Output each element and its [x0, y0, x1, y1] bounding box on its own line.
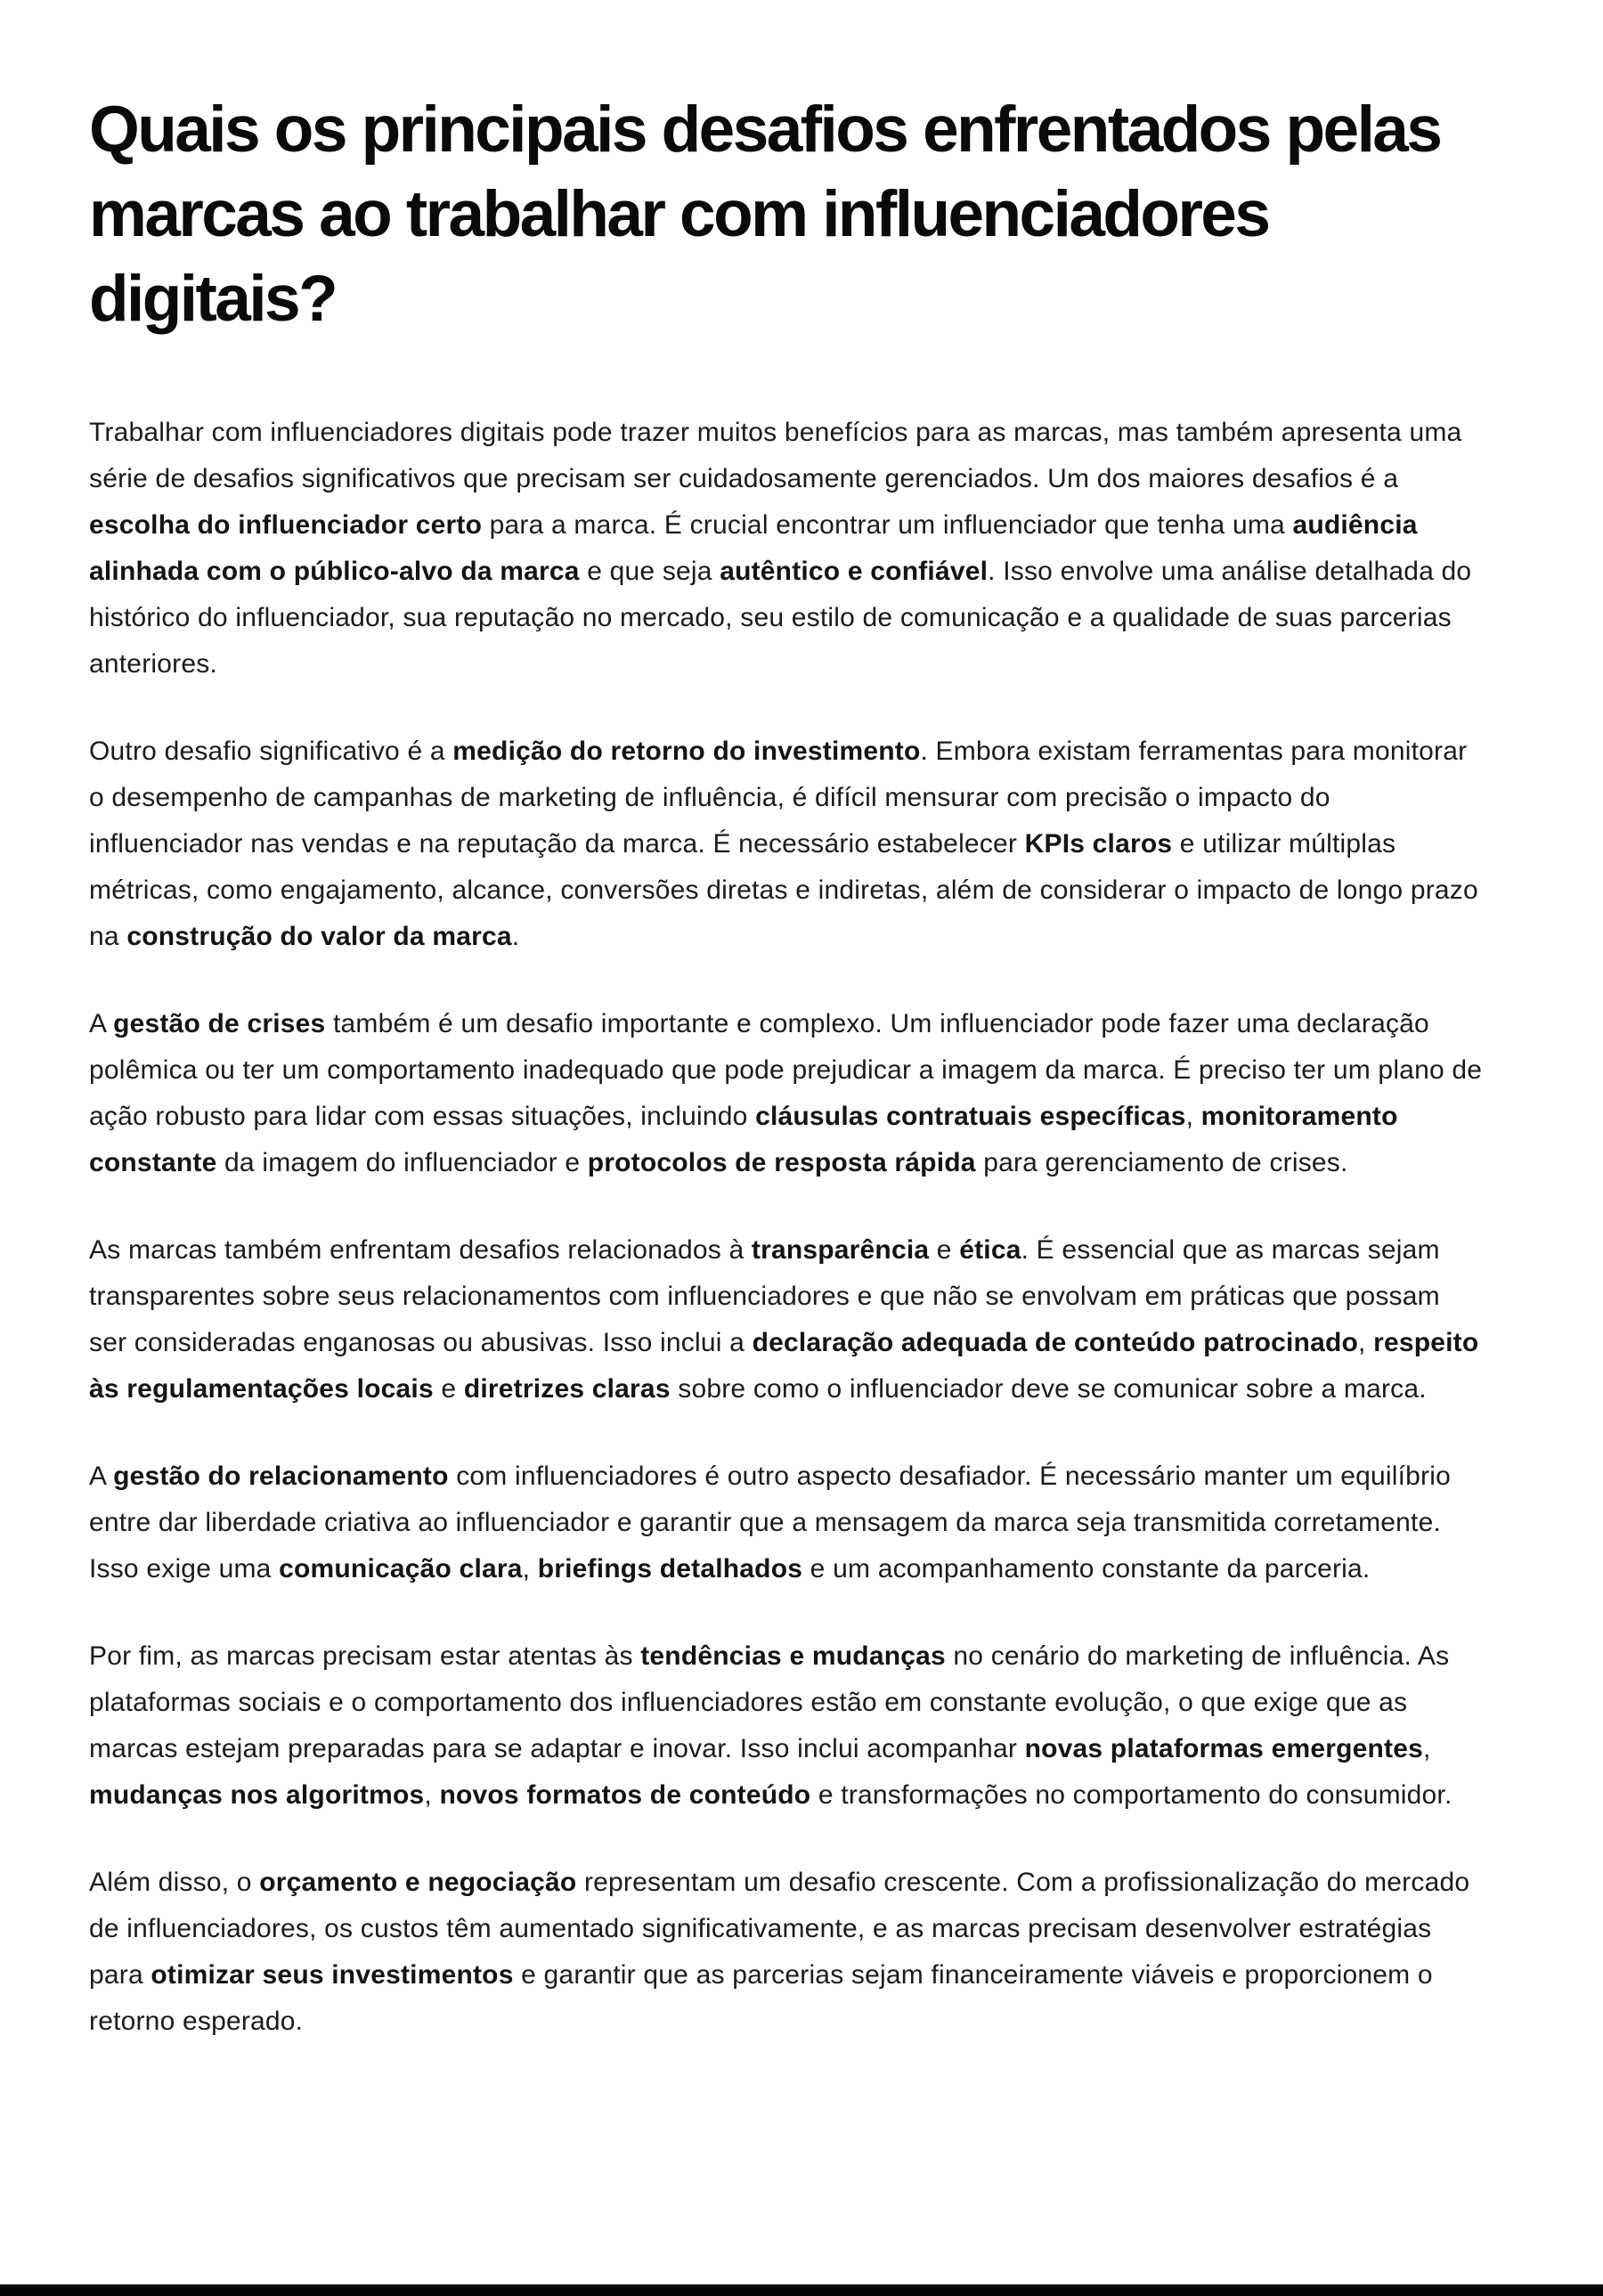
bold-phrase: escolha do influenciador certo — [89, 509, 483, 540]
bold-phrase: tendências e mudanças — [640, 1641, 946, 1671]
bold-phrase: autêntico e confiável — [720, 556, 989, 586]
page-title: Quais os principais desafios enfrentados pelas marcas ao trabalhar com influenciadores digitais? — [89, 94, 1441, 335]
article — [89, 0, 1484, 2045]
paragraph: Além disso, o orçamento e negociação representam um desafio crescente. Com a profissionalização do mercado de influenciadores, os custos têm aumentado significativamente, e as marcas precisam desenvolver estratégias para otimizar seus investimentos e garantir que as parcerias sejam financeiramente viáveis e proporcionem o retorno esperado. — [89, 1867, 1470, 2036]
bold-phrase: comunicação clara — [279, 1553, 523, 1584]
bold-phrase: transparência — [751, 1234, 930, 1265]
paragraph: A gestão do relacionamento com influenciadores é outro aspecto desafiador. É necessário manter um equilíbrio entre dar liberdade criativa ao influenciador e garantir que a mensagem da marca seja transmitida corretamente. Isso exige uma comunicação clara, briefings detalhados e um acompanhamento constante da parceria. — [89, 1461, 1452, 1584]
paragraph: As marcas também enfrentam desafios relacionados à transparência e ética. É essencial que as marcas sejam transparentes sobre seus relacionamentos com influenciadores e que não se envolvam em práticas que possam ser consideradas enganosas ou abusivas. Isso inclui a declaração adequada de conteúdo patrocinado, respeito às regulamentações locais e diretrizes claras sobre como o influenciador deve se comunicar sobre a marca. — [89, 1234, 1479, 1404]
bottom-divider-bar — [0, 2284, 1603, 2296]
bold-phrase: diretrizes claras — [463, 1373, 671, 1404]
bold-phrase: briefings detalhados — [537, 1553, 803, 1584]
bold-phrase: mudanças nos algoritmos — [89, 1779, 425, 1810]
bold-phrase: monitoramento constante — [89, 1101, 1398, 1177]
bold-phrase: orçamento e negociação — [259, 1867, 577, 1897]
bold-phrase: cláusulas contratuais específicas — [755, 1101, 1186, 1131]
bold-phrase: declaração adequada de conteúdo patrocinado — [752, 1327, 1358, 1357]
paragraph: Outro desafio significativo é a medição do retorno do investimento. Embora existam ferramentas para monitorar o desempenho de campanhas de marketing de influência, é difícil mensurar com precisão o impacto do influenciador nas vendas e na reputação da marca. É necessário estabelecer KPIs claros e utilizar múltiplas métricas, como engajamento, alcance, conversões diretas e indiretas, além de considerar o impacto de longo prazo na construção do valor da marca. — [89, 736, 1478, 951]
bold-phrase: gestão de crises — [113, 1008, 326, 1038]
bold-phrase: novas plataformas emergentes — [1024, 1733, 1424, 1763]
bold-phrase: audiência alinhada com o público-alvo da marca — [89, 509, 1418, 586]
bold-phrase: respeito às regulamentações locais — [89, 1327, 1479, 1404]
bold-phrase: otimizar seus investimentos — [151, 1959, 514, 1990]
paragraph: Por fim, as marcas precisam estar atentas às tendências e mudanças no cenário do marketing de influência. As plataformas sociais e o comportamento dos influenciadores estão em constante evolução, o que exige que as marcas estejam preparadas para se adaptar e inovar. Isso inclui acompanhar novas plataformas emergentes, mudanças nos algoritmos, novos formatos de conteúdo e transformações no comportamento do consumidor. — [89, 1641, 1452, 1810]
bold-phrase: novos formatos de conteúdo — [439, 1779, 811, 1810]
bold-phrase: ética — [959, 1234, 1021, 1265]
bold-phrase: protocolos de resposta rápida — [587, 1147, 976, 1177]
bold-phrase: medição do retorno do investimento — [452, 736, 921, 766]
bold-phrase: gestão do relacionamento — [113, 1461, 449, 1491]
bold-phrase: construção do valor da marca — [126, 921, 512, 951]
paragraph: A gestão de crises também é um desafio importante e complexo. Um influenciador pode fazer uma declaração polêmica ou ter um comportamento inadequado que pode prejudicar a imagem da marca. É preciso ter um plano de ação robusto para lidar com essas situações, incluindo cláusulas contratuais específicas, monitoramento constante da imagem do influenciador e protocolos de resposta rápida para gerenciamento de crises. — [89, 1008, 1483, 1177]
paragraph: Trabalhar com influenciadores digitais pode trazer muitos benefícios para as marcas, mas também apresenta uma série de desafios significativos que precisam ser cuidadosamente gerenciados. Um dos maiores desafios é a escolha do influenciador certo para a marca. É crucial encontrar um influenciador que tenha uma audiência alinhada com o público-alvo da marca e que seja autêntico e confiável. Isso envolve uma análise detalhada do histórico do influenciador, sua reputação no mercado, seu estilo de comunicação e a qualidade de suas parcerias anteriores. — [89, 417, 1472, 679]
article-body — [89, 410, 1484, 2045]
bold-phrase: KPIs claros — [1024, 828, 1173, 859]
